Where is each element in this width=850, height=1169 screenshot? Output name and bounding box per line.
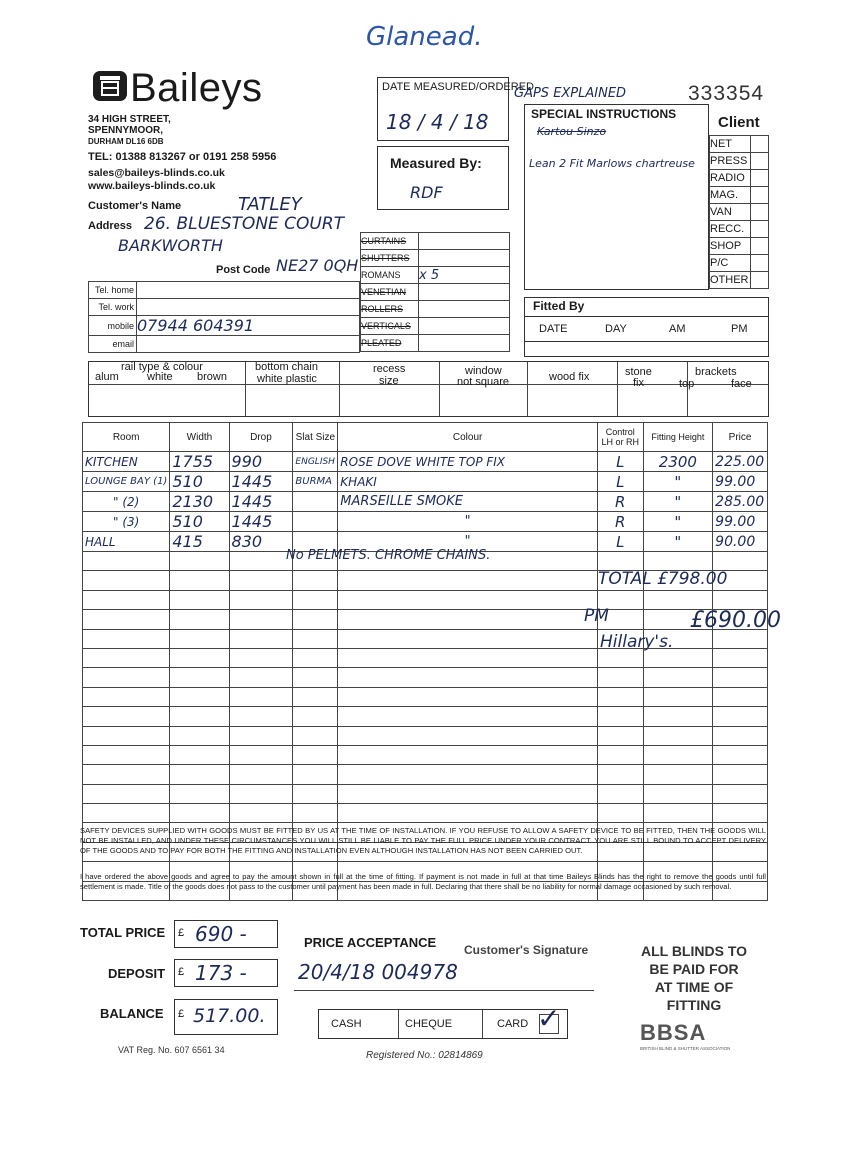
empty-cell[interactable] (293, 648, 338, 667)
rail-opt-brown[interactable]: brown (197, 371, 227, 383)
cell-colour[interactable]: " (338, 532, 598, 552)
tel-home-field[interactable] (137, 282, 360, 299)
empty-cell[interactable] (83, 765, 170, 784)
table-row[interactable] (83, 492, 768, 512)
empty-cell[interactable] (229, 610, 293, 629)
client-source[interactable]: OTHER (710, 272, 751, 289)
client-source[interactable]: RECC. (710, 221, 751, 238)
email-field[interactable] (137, 336, 360, 353)
empty-cell[interactable] (713, 590, 768, 609)
signature-label: Customer's Signature (464, 943, 589, 957)
cell-height[interactable]: 2300 (643, 452, 713, 472)
date-measured-box[interactable] (377, 77, 534, 141)
cell-drop[interactable]: 1445 (229, 492, 293, 512)
empty-cell[interactable] (643, 765, 713, 784)
client-source-check[interactable] (751, 153, 769, 170)
client-source[interactable]: RADIO (710, 170, 751, 187)
recess-label: recess (373, 363, 406, 375)
address-line: DURHAM DL16 6DB (88, 137, 164, 146)
client-source-table (709, 135, 769, 289)
mobile-label: mobile (89, 316, 137, 336)
empty-cell[interactable] (83, 784, 170, 803)
balance-label: BALANCE (100, 1006, 164, 1021)
bbsa-subtitle: BRITISH BLIND & SHUTTER ASSOCIATION (640, 1046, 731, 1051)
empty-cell[interactable] (229, 687, 293, 706)
fitted-by-label: Fitted By (533, 299, 585, 313)
client-source-check[interactable] (751, 238, 769, 255)
all-blinds-line: AT TIME OF (654, 979, 734, 995)
empty-cell[interactable] (643, 668, 713, 687)
bracket-top[interactable]: top (679, 378, 695, 390)
empty-cell[interactable] (713, 804, 768, 823)
empty-cell[interactable] (597, 668, 643, 687)
address-line: SPENNYMOOR, (88, 125, 164, 136)
pm-price: £690.00 (690, 608, 781, 633)
notes-line: No PELMETS. CHROME CHAINS. (286, 548, 491, 563)
customer-name-label: Customer's Name (88, 200, 182, 212)
empty-cell[interactable] (293, 687, 338, 706)
fitted-date-label: DATE (539, 323, 568, 335)
cell-width[interactable]: 510 (170, 472, 229, 492)
client-source[interactable]: VAN (710, 204, 751, 221)
empty-cell[interactable] (713, 668, 768, 687)
empty-cell[interactable] (170, 687, 229, 706)
empty-cell[interactable] (170, 629, 229, 648)
total-price-value: 690 - (195, 922, 247, 946)
bottom-chain-label: bottom chain (255, 361, 318, 373)
measured-by-label: Measured By: (390, 155, 482, 171)
deposit-label: DEPOSIT (108, 966, 166, 981)
cell-price[interactable]: 99.00 (713, 472, 768, 492)
empty-cell[interactable] (83, 552, 170, 571)
blind-type-label: VENETIAN (361, 284, 419, 301)
empty-cell[interactable] (597, 707, 643, 726)
empty-cell[interactable] (293, 571, 338, 590)
header-width: Width (170, 423, 229, 452)
empty-cell[interactable] (338, 726, 598, 745)
empty-cell[interactable] (170, 804, 229, 823)
cell-width[interactable]: 1755 (170, 452, 229, 472)
empty-cell[interactable] (83, 648, 170, 667)
client-label: Client (718, 114, 760, 131)
empty-cell[interactable] (83, 707, 170, 726)
empty-cell[interactable] (293, 590, 338, 609)
cell-room[interactable]: " (2) (83, 492, 170, 512)
all-blinds-line: BE PAID FOR (649, 961, 739, 977)
cell-control[interactable]: L (597, 532, 643, 552)
empty-cell[interactable] (338, 765, 598, 784)
blind-type-table (360, 232, 510, 352)
empty-cell[interactable] (713, 765, 768, 784)
bbsa-logo: BBSA (640, 1020, 707, 1045)
customer-name[interactable]: TATLEY (238, 194, 302, 215)
company-address (88, 114, 171, 147)
blind-type-label: ROLLERS (361, 301, 419, 318)
empty-cell[interactable] (338, 707, 598, 726)
special-instructions-box[interactable] (524, 104, 709, 290)
table-row[interactable] (83, 512, 768, 532)
header-colour: Colour (338, 423, 598, 452)
cell-room[interactable]: LOUNGE BAY (1) (83, 472, 170, 492)
company-email[interactable]: sales@baileys-blinds.co.uk (88, 167, 225, 179)
postcode-label: Post Code (216, 264, 271, 276)
tel-work-label: Tel. work (89, 299, 137, 316)
header-drop: Drop (229, 423, 293, 452)
safety-notice: SAFETY DEVICES SUPPLIED WITH GOODS MUST BE FITTED BY US AT THE TIME OF INSTALLATION. IF YOU REFUSE TO ALLOW A SAFETY DEVICE TO BE FITTED, THEN THE GOODS WILL NOT BE INSTALLED, AND UNDER THESE CIRCUMSTANCES YOU WILL STILL BE LIABLE TO PAY THE FULL PRICE UNDER YOUR CONTRACT. YOU ARE STILL BOUND TO ACCEPT DELIVERY OF THE GOODS AND TO PAY FOR BOTH THE FITTING AND INSTALLATION EVEN ALTHOUGH INSTALLATION HAS NOT BEEN CARRIED OUT. (80, 826, 766, 855)
empty-cell[interactable] (713, 745, 768, 764)
client-source[interactable]: SHOP (710, 238, 751, 255)
empty-cell[interactable] (338, 610, 598, 629)
empty-cell[interactable] (229, 571, 293, 590)
blind-type-label: PLEATED (361, 335, 419, 352)
terms-notice: I have ordered the above goods and agree to pay the amount shown in full at the time of fitting. If payment is not made in full at that time Baileys Blinds has the right to remove the goods until full settlement is made. Title of the goods does not pass to the customer until payment has been made in full. Declaring that there shall be no liability for normal damage occasioned by such removal. (80, 872, 766, 891)
empty-cell[interactable] (293, 745, 338, 764)
company-tel: TEL: 01388 813267 or 0191 258 5956 (88, 151, 277, 163)
empty-cell[interactable] (83, 610, 170, 629)
wood-fix-label[interactable]: wood fix (549, 371, 590, 383)
rail-type-label: rail type & colour (121, 361, 203, 373)
empty-cell[interactable] (338, 590, 598, 609)
cell-width[interactable]: 2130 (170, 492, 229, 512)
signature-value[interactable]: 20/4/18 004978 (298, 960, 458, 984)
empty-cell[interactable] (83, 745, 170, 764)
postcode-value[interactable]: NE27 0QH (276, 256, 359, 275)
empty-cell[interactable] (170, 745, 229, 764)
empty-cell[interactable] (597, 784, 643, 803)
empty-cell[interactable] (643, 552, 713, 571)
email-label: email (89, 336, 137, 353)
empty-cell[interactable] (643, 745, 713, 764)
order-number: 333354 (688, 82, 765, 105)
client-source[interactable]: P/C (710, 255, 751, 272)
cell-price[interactable]: 90.00 (713, 532, 768, 552)
empty-cell[interactable] (83, 629, 170, 648)
empty-cell[interactable] (83, 726, 170, 745)
blind-type-mark[interactable]: x 5 (419, 267, 510, 284)
mobile-field[interactable]: 07944 604391 (137, 316, 360, 336)
empty-table-row[interactable] (83, 726, 768, 745)
empty-table-row[interactable] (83, 804, 768, 823)
special-instructions-label: SPECIAL INSTRUCTIONS (531, 107, 677, 121)
hillarys-note: Hillary's. (600, 632, 674, 652)
client-source-check[interactable] (751, 204, 769, 221)
company-web[interactable]: www.baileys-blinds.co.uk (88, 180, 216, 192)
customer-address-1[interactable]: 26. BLUESTONE COURT (144, 214, 345, 234)
measured-by-box[interactable] (377, 146, 509, 210)
date-measured-value: 18 / 4 / 18 (386, 110, 489, 134)
brackets-label: brackets (695, 366, 737, 378)
empty-cell[interactable] (229, 707, 293, 726)
baileys-logo-icon (92, 70, 128, 102)
empty-cell[interactable] (597, 687, 643, 706)
blind-type-mark[interactable] (419, 318, 510, 335)
cell-colour[interactable]: KHAKI (338, 472, 598, 492)
empty-cell[interactable] (643, 726, 713, 745)
empty-table-row[interactable] (83, 784, 768, 803)
empty-cell[interactable] (713, 726, 768, 745)
empty-cell[interactable] (643, 804, 713, 823)
blind-type-label: CURTAINS (361, 233, 419, 250)
empty-cell[interactable] (229, 745, 293, 764)
empty-cell[interactable] (170, 726, 229, 745)
client-source-check[interactable] (751, 187, 769, 204)
empty-cell[interactable] (229, 668, 293, 687)
empty-cell[interactable] (338, 745, 598, 764)
empty-cell[interactable] (229, 648, 293, 667)
empty-cell[interactable] (229, 552, 293, 571)
empty-cell[interactable] (229, 590, 293, 609)
cell-slat[interactable] (293, 512, 338, 532)
options-box (88, 361, 769, 417)
client-source[interactable]: PRESS (710, 153, 751, 170)
window-label: window (465, 365, 502, 377)
empty-cell[interactable] (643, 707, 713, 726)
payment-method-box (318, 1002, 568, 1039)
empty-cell[interactable] (293, 629, 338, 648)
address-line: 34 HIGH STREET, (88, 114, 171, 125)
empty-cell[interactable] (643, 590, 713, 609)
empty-table-row[interactable] (83, 707, 768, 726)
empty-cell[interactable] (597, 726, 643, 745)
empty-cell[interactable] (293, 668, 338, 687)
client-source-check[interactable] (751, 170, 769, 187)
empty-cell[interactable] (597, 765, 643, 784)
measured-by-value: RDF (410, 183, 443, 202)
empty-cell[interactable] (293, 765, 338, 784)
cell-drop[interactable]: 830 (229, 532, 293, 552)
cell-control[interactable]: R (597, 492, 643, 512)
cell-slat[interactable]: BURMA (293, 472, 338, 492)
cell-drop[interactable]: 1445 (229, 512, 293, 532)
empty-cell[interactable] (338, 571, 598, 590)
empty-cell[interactable] (229, 804, 293, 823)
blind-type-mark[interactable] (419, 335, 510, 352)
empty-cell[interactable] (229, 726, 293, 745)
price-acceptance-label: PRICE ACCEPTANCE (304, 935, 437, 950)
total-note: TOTAL £798.00 (598, 569, 728, 589)
window-not-square[interactable]: not square (457, 376, 509, 388)
total-price-label: TOTAL PRICE (80, 925, 166, 940)
card-tick-icon: ✓ (537, 1002, 561, 1035)
client-source-check[interactable] (751, 272, 769, 289)
date-measured-label: DATE MEASURED/ORDERED (382, 81, 534, 93)
header-control: Control LH or RH (597, 423, 643, 452)
empty-cell[interactable] (338, 804, 598, 823)
cell-height[interactable]: " (643, 472, 713, 492)
cell-price[interactable]: 99.00 (713, 512, 768, 532)
all-blinds-notice (624, 942, 764, 1014)
customer-address-label: Address (88, 220, 133, 232)
empty-cell[interactable] (338, 784, 598, 803)
empty-cell[interactable] (83, 687, 170, 706)
empty-cell[interactable] (713, 552, 768, 571)
empty-cell[interactable] (83, 590, 170, 609)
stone-fix-label[interactable]: fix (633, 377, 644, 389)
currency-symbol: £ (178, 1008, 185, 1020)
bottom-chain-opts[interactable]: white plastic (257, 373, 317, 385)
empty-table-row[interactable] (83, 668, 768, 687)
customer-tel-table (88, 281, 360, 353)
balance-field[interactable] (174, 999, 278, 1035)
empty-cell[interactable] (293, 610, 338, 629)
empty-cell[interactable] (293, 707, 338, 726)
empty-cell[interactable] (338, 629, 598, 648)
empty-table-row[interactable] (83, 590, 768, 609)
fitted-by-box[interactable] (524, 297, 769, 357)
empty-cell[interactable] (83, 804, 170, 823)
empty-cell[interactable] (293, 726, 338, 745)
all-blinds-line: ALL BLINDS TO (640, 943, 748, 959)
empty-cell[interactable] (338, 687, 598, 706)
balance-value: 517.00. (193, 1005, 266, 1027)
payment-cheque[interactable]: CHEQUE (405, 1018, 453, 1030)
tel-home-label: Tel. home (89, 282, 137, 299)
empty-cell[interactable] (170, 765, 229, 784)
empty-cell[interactable] (170, 648, 229, 667)
cell-width[interactable]: 510 (170, 512, 229, 532)
client-source[interactable]: MAG. (710, 187, 751, 204)
client-source[interactable]: NET (710, 136, 751, 153)
empty-cell[interactable] (83, 571, 170, 590)
gaps-note: GAPS EXPLAINED (514, 86, 627, 101)
empty-cell[interactable] (170, 707, 229, 726)
blind-type-mark[interactable] (419, 301, 510, 318)
header-slat-size: Slat Size (293, 423, 338, 452)
cell-control[interactable]: L (597, 452, 643, 472)
rail-opt-white[interactable]: white (147, 371, 173, 383)
registered-number: Registered No.: 02814869 (366, 1050, 483, 1061)
rail-opt-alum[interactable]: alum (95, 371, 119, 383)
currency-symbol: £ (178, 927, 185, 939)
blind-type-label: SHUTTERS (361, 250, 419, 267)
empty-cell[interactable] (293, 804, 338, 823)
currency-symbol: £ (178, 966, 185, 978)
fitted-day-label: DAY (605, 323, 627, 335)
cell-price[interactable]: 285.00 (713, 492, 768, 512)
deposit-field[interactable] (174, 959, 278, 987)
empty-cell[interactable] (170, 610, 229, 629)
empty-cell[interactable] (597, 745, 643, 764)
special-line-1: Kartou Sinzo (537, 125, 607, 138)
blind-type-label: ROMANS (361, 267, 419, 284)
empty-cell[interactable] (713, 784, 768, 803)
empty-cell[interactable] (713, 648, 768, 667)
blind-type-mark[interactable] (419, 250, 510, 267)
cell-height[interactable]: " (643, 512, 713, 532)
recess-size-label: size (379, 375, 399, 387)
total-price-field[interactable] (174, 920, 278, 948)
deposit-value: 173 - (195, 961, 247, 985)
client-source-check[interactable] (751, 255, 769, 272)
cell-price[interactable]: 225.00 (713, 452, 768, 472)
vat-number: VAT Reg. No. 607 6561 34 (118, 1045, 225, 1055)
empty-table-row[interactable] (83, 687, 768, 706)
bracket-face[interactable]: face (731, 378, 752, 390)
empty-cell[interactable] (170, 571, 229, 590)
customer-address-2[interactable]: BARKWORTH (118, 236, 223, 255)
pm-note: PM (584, 606, 609, 626)
payment-cash[interactable]: CASH (331, 1018, 362, 1030)
empty-cell[interactable] (643, 687, 713, 706)
cell-colour[interactable]: " (338, 512, 598, 532)
empty-cell[interactable] (597, 804, 643, 823)
top-note: Glanead. (366, 22, 483, 52)
cell-control[interactable]: R (597, 512, 643, 532)
cell-colour[interactable]: ROSE DOVE WHITE TOP FIX (338, 452, 598, 472)
empty-cell[interactable] (713, 707, 768, 726)
empty-cell[interactable] (229, 629, 293, 648)
empty-table-row[interactable] (83, 745, 768, 764)
empty-cell[interactable] (170, 784, 229, 803)
cell-control[interactable]: L (597, 472, 643, 492)
tel-work-field[interactable] (137, 299, 360, 316)
cell-room[interactable]: HALL (83, 532, 170, 552)
cell-height[interactable]: " (643, 492, 713, 512)
empty-cell[interactable] (170, 552, 229, 571)
empty-table-row[interactable] (83, 610, 768, 629)
cell-slat[interactable]: ENGLISH (293, 452, 338, 472)
empty-table-row[interactable] (83, 765, 768, 784)
client-source-check[interactable] (751, 136, 769, 153)
header-fitting-height: Fitting Height (643, 423, 713, 452)
cell-slat[interactable] (293, 492, 338, 512)
cell-drop[interactable]: 990 (229, 452, 293, 472)
empty-cell[interactable] (170, 668, 229, 687)
empty-cell[interactable] (713, 687, 768, 706)
cell-width[interactable]: 415 (170, 532, 229, 552)
header-room: Room (83, 423, 170, 452)
blind-type-mark[interactable] (419, 233, 510, 250)
header-price: Price (713, 423, 768, 452)
empty-cell[interactable] (293, 784, 338, 803)
cell-colour[interactable]: MARSEILLE SMOKE (338, 492, 598, 512)
fitted-am-label: AM (669, 323, 686, 335)
empty-cell[interactable] (170, 590, 229, 609)
empty-cell[interactable] (643, 784, 713, 803)
cell-drop[interactable]: 1445 (229, 472, 293, 492)
empty-cell[interactable] (338, 648, 598, 667)
empty-cell[interactable] (229, 765, 293, 784)
table-row[interactable] (83, 472, 768, 492)
all-blinds-line: FITTING (666, 997, 722, 1013)
signature-line (294, 990, 594, 991)
client-source-check[interactable] (751, 221, 769, 238)
table-row[interactable] (83, 452, 768, 472)
company-name: Baileys (130, 66, 263, 110)
payment-card[interactable]: CARD (497, 1018, 529, 1030)
cell-room[interactable]: " (3) (83, 512, 170, 532)
cell-room[interactable]: KITCHEN (83, 452, 170, 472)
fitted-pm-label: PM (731, 323, 748, 335)
blind-type-label: VERTICALS (361, 318, 419, 335)
empty-cell[interactable] (338, 668, 598, 687)
empty-cell[interactable] (83, 668, 170, 687)
stone-label: stone (625, 366, 652, 378)
cell-height[interactable]: " (643, 532, 713, 552)
blind-type-mark[interactable] (419, 284, 510, 301)
special-line-2: Lean 2 Fit Marlows chartreuse (529, 157, 695, 170)
empty-cell[interactable] (597, 552, 643, 571)
empty-cell[interactable] (229, 784, 293, 803)
